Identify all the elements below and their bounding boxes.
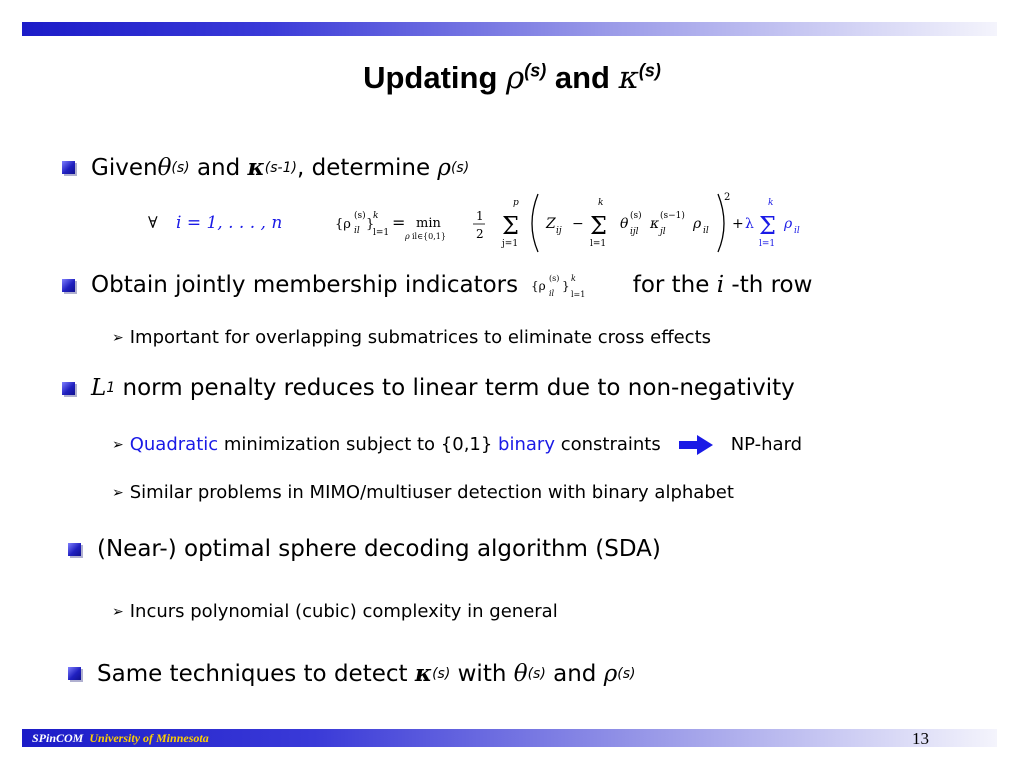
left-paren [532,194,538,252]
square-bullet-icon [62,161,75,174]
half-denominator: 2 [476,227,484,241]
lhs-close: } [366,217,375,232]
arrowhead-bullet-icon: ➢ [112,329,124,346]
bullet-l1-norm: L 1 norm penalty reduces to linear term due to non-negativity [62,375,795,401]
formula-theta-sup: (s) [630,211,642,221]
formula-rho-sub: il [703,226,709,236]
kappa-symbol: κ [414,660,433,687]
set-open: {ρ [531,279,547,293]
title-and: and [546,60,619,95]
arrowhead-bullet-icon: ➢ [112,436,124,453]
footer-affiliation [32,731,209,746]
sub-similar [112,482,734,503]
implies-arrow-icon [679,435,713,455]
bullet-text: Obtain jointly membership indicators [91,272,526,298]
forall-symbol: ∀ [148,213,158,232]
formula-theta-sub: ijl [630,227,639,237]
formula-kappa-sup: (s−1) [660,211,685,221]
lhs-sub: il [354,226,360,236]
square-bullet-icon [62,382,75,395]
sum2-symbol: Σ [590,212,607,240]
bullet-text: Given [91,154,158,181]
min-operator: min [416,216,441,231]
formula-theta: θ [620,216,629,232]
lhs-set: {ρ [335,217,351,232]
bullet-text: norm penalty reduces to linear term due to non-negativity [115,375,795,401]
arrowhead-bullet-icon: ➢ [112,484,124,501]
sum3-top: k [768,198,774,208]
sum1-symbol: Σ [502,212,519,240]
sub-text: minimization subject to {0,1} [218,434,499,455]
theta-symbol: θ [157,154,172,181]
sum1-top: p [513,198,519,208]
membership-set [529,270,621,300]
binary-word: binary [498,434,555,455]
kappa-symbol: κ [247,154,265,181]
formula-kappa: κ [650,216,660,232]
set-sup: (s) [549,274,560,283]
lambda-symbol: λ [745,216,754,232]
i-symbol: i [716,272,725,298]
bullet-same-techniques: Same techniques to detect κ (s) with θ (s) and ρ (s) [68,660,635,687]
np-hard-text: NP-hard [730,434,803,455]
min-sub: il∈{0,1} [412,232,446,241]
l-symbol: L [91,375,107,401]
sum3-symbol: Σ [759,212,776,240]
slide-title [0,60,1024,96]
sum2-bottom: l=1 [590,239,607,249]
formula-kappa-sub: jl [660,227,666,237]
rho-symbol: ρ [603,660,618,687]
bullet-text: , determine [296,154,438,181]
half-numerator: 1 [476,209,484,223]
sub-text: Important for overlapping submatrices to eliminate cross effects [129,327,712,348]
set-close: } [562,279,571,293]
z-symbol: Z [546,216,556,232]
square-bullet-icon [62,279,75,292]
square-exponent: 2 [724,192,731,203]
square-bullet-icon [68,543,81,556]
footer-university: University of Minnesota [89,731,209,745]
equals-sign: = [392,213,406,232]
sub-incurs [112,601,558,622]
bullet-given: Given θ (s) and κ (s-1) , determine ρ (s) [62,154,469,181]
lhs-sup: (s) [354,211,366,221]
title-rho-sup: (s) [524,60,547,81]
page-number: 13 [912,729,929,748]
title-kappa-sup: (s) [638,60,661,81]
arrowhead-bullet-icon: ➢ [112,603,124,620]
z-sub: ij [556,226,562,236]
sum3-bottom: l=1 [759,239,776,249]
lambda-rho: ρ [784,216,793,232]
set-sub: il [549,289,555,298]
sum2-top: k [598,198,604,208]
square-bullet-icon [68,667,81,680]
formula-rho: ρ [693,216,702,232]
title-kappa: κ [618,60,639,96]
i-range: i = 1, . . . , n [176,213,283,233]
bullet-text: -th row [724,272,813,298]
sub-text: constraints [554,434,661,455]
bullet-text: (Near-) optimal sphere decoding algorithm (SDA) [97,536,661,562]
sub-quadratic [112,434,802,455]
lhs-l1: l=1 [373,228,390,238]
set-k: k [571,274,577,283]
minus-sign: − [572,216,584,232]
set-l1: l=1 [571,290,586,299]
bullet-text: with [450,660,514,687]
bullet-text: and [189,154,248,181]
quadratic-word: Quadratic [129,434,219,455]
sub-text: Incurs polynomial (cubic) complexity in general [129,601,558,622]
bullet-obtain [62,270,812,300]
rho-symbol: ρ [437,154,451,181]
lhs-k: k [373,211,379,221]
title-rho: ρ [506,60,525,96]
bullet-text: for the [625,272,717,298]
title-text: Updating [363,60,506,95]
plus-sign: + [732,216,744,232]
bullet-text: Same techniques to detect [97,660,415,687]
min-sub-rho: ρ [405,232,410,241]
update-formula [140,188,810,254]
sub-text: Similar problems in MIMO/multiuser detection with binary alphabet [129,482,734,503]
bullet-text: and [545,660,604,687]
theta-symbol: θ [513,660,528,687]
top-decorative-bar [22,22,997,36]
sub-important [112,327,711,348]
bullet-sda [68,536,661,562]
footer-lab: SPinCOM [32,731,84,745]
sum1-bottom: j=1 [502,239,519,249]
lambda-rho-sub: il [794,226,800,236]
